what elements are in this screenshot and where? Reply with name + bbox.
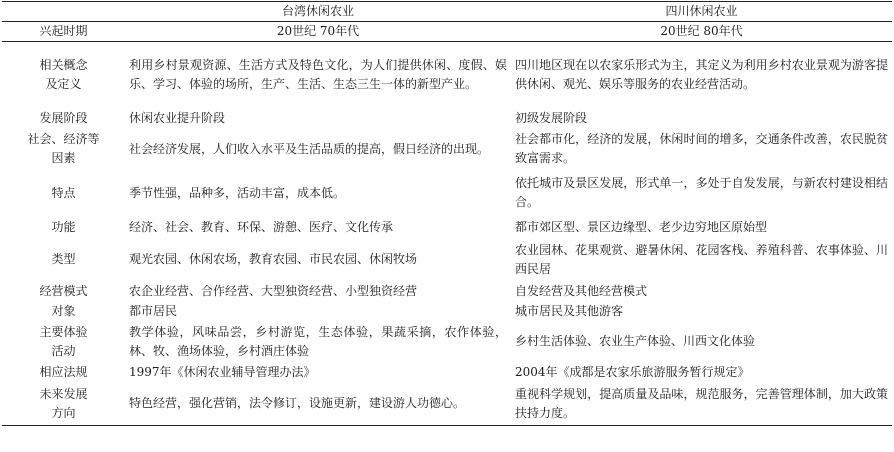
row-label: 功能: [51, 219, 76, 234]
row-label: 特点: [51, 185, 76, 200]
table-row: [2, 109, 892, 128]
header-sichuan: 四川休闲农业: [511, 2, 892, 22]
table-row: [2, 383, 892, 426]
taiwan-cell: 休闲农业提升阶段: [129, 110, 226, 125]
taiwan-cell: 特色经营，强化营销，法令修订，设施更新，建设游人功德心。: [125, 383, 511, 426]
taiwan-cell: 教学体验，风味品尝，乡村游览，生态体验，果蔬采摘，农作体验，林、牧、渔场体验，乡村酒庄体验: [129, 324, 507, 358]
table-row: [2, 321, 892, 363]
table-row: [2, 363, 892, 383]
table-row: [2, 239, 892, 281]
sichuan-cell: 初级发展阶段: [515, 110, 588, 125]
sichuan-cell: 都市郊区型、景区边缘型、老少边穷地区原始型: [515, 219, 768, 234]
row-label: 主要体验活动: [39, 324, 88, 358]
header-row: [2, 2, 892, 22]
row-label: 未来发展方向: [2, 383, 125, 426]
taiwan-cell: 20世纪 70年代: [125, 22, 511, 42]
taiwan-cell: 农企业经营、合作经营、大型独资经营、小型独资经营: [129, 283, 418, 298]
table-row: [2, 216, 892, 239]
table-row: [2, 128, 892, 171]
taiwan-cell: 观光农园、休闲农场，教育农园、市民农园、休闲牧场: [129, 252, 418, 266]
sichuan-cell: 20世纪 80年代: [511, 22, 892, 42]
sichuan-cell: 2004年《成都是农家乐旅游服务暂行规定》: [515, 365, 750, 379]
sichuan-cell: 依托城市及景区发展，形式单一，多处于自发发展，与新农村建设相结合。: [515, 176, 888, 209]
table-row: [2, 22, 892, 42]
row-label: 兴起时期: [2, 22, 125, 42]
row-label: 类型: [51, 252, 76, 266]
sichuan-cell: 农业园林、花果观赏、避暑休闲、花园客栈、养殖科普、农事体验、川西民居: [515, 242, 888, 276]
taiwan-cell: 季节性强，品种多，活动丰富，成本低。: [129, 185, 346, 200]
taiwan-cell: 1997年《休闲农业辅导管理办法》: [129, 365, 316, 379]
taiwan-cell: 利用乡村景观资源、生活方式及特色文化，为人们提供休闲、度假、娱乐、学习、体验的场所，生产、生活、生态三生一体的新型产业。: [129, 58, 507, 92]
row-label: 相关概念及定义: [39, 58, 88, 92]
row-label: 经营模式: [39, 283, 88, 298]
header-taiwan: 台湾休闲农业: [125, 2, 511, 22]
row-label: 发展阶段: [39, 110, 88, 125]
row-label: 社会、经济等因素: [27, 132, 100, 165]
table-row: [2, 171, 892, 216]
sichuan-cell: 城市居民及其他游客: [515, 303, 624, 318]
sichuan-cell: 自发经营及其他经营模式: [515, 283, 648, 298]
sichuan-cell: 重视科学规划，提高质量及品味，规范服务，完善管理体制，加大政策扶持力度。: [511, 383, 892, 426]
table-row: [2, 42, 892, 109]
row-label: 相应法规: [39, 365, 88, 379]
row-label: 对象: [51, 303, 76, 318]
header-empty: [2, 2, 125, 22]
sichuan-cell: 社会都市化，经济的发展，休闲时间的增多，交通条件改善，农民脱贫致富需求。: [515, 132, 888, 165]
sichuan-cell: 乡村生活体验、农业生产体验、川西文化体验: [515, 334, 756, 348]
table-row: [2, 302, 892, 321]
taiwan-cell: 都市居民: [129, 303, 178, 318]
sichuan-cell: 四川地区现在以农家乐形式为主，其定义为利用乡村农业景观为游客提供休闲、观光、娱乐等服务的农业经营活动。: [515, 58, 888, 92]
table-row: [2, 281, 892, 302]
taiwan-cell: 社会经济发展，人们收入水平及生活品质的提高，假日经济的出现。: [129, 141, 490, 156]
comparison-table: [2, 1, 892, 426]
taiwan-cell: 经济、社会、教育、环保、游憩、医疗、文化传承: [129, 219, 394, 234]
